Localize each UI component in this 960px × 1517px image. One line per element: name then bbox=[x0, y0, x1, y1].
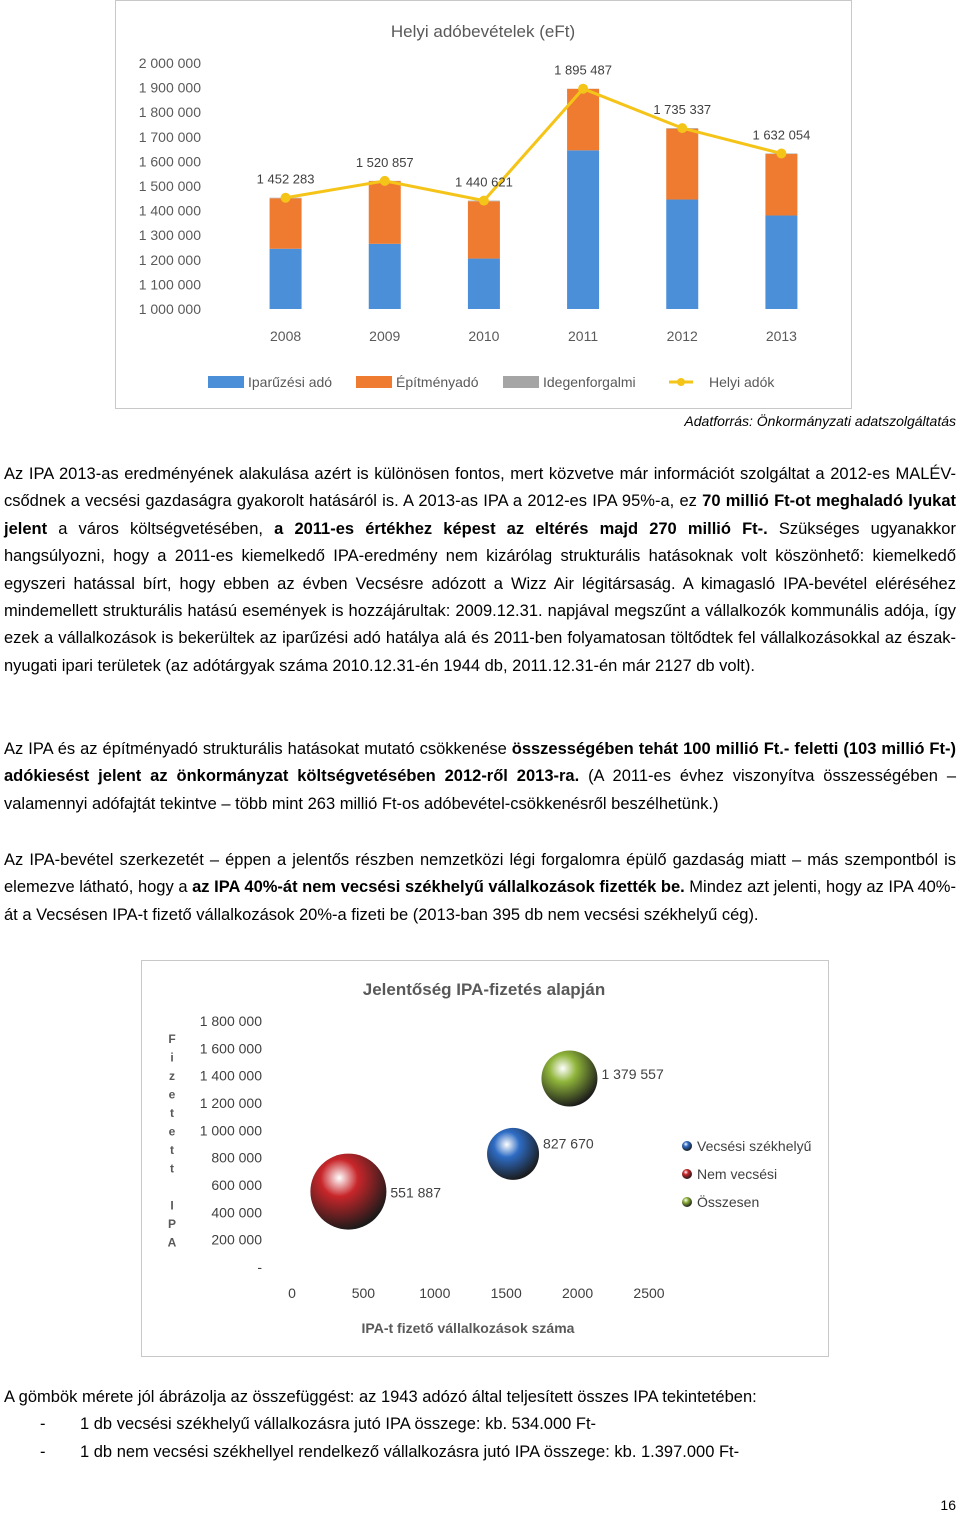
y-tick-label: 1 800 000 bbox=[138, 104, 201, 121]
chart-title: Helyi adóbevételek (eFt) bbox=[390, 22, 576, 41]
y-tick-label: 2 000 000 bbox=[138, 55, 201, 71]
legend-bubble-marker bbox=[682, 1141, 692, 1151]
data-label: 1 895 487 bbox=[554, 62, 613, 78]
y-tick-label: 1 400 000 bbox=[138, 202, 201, 219]
para1-text-1: Az IPA 2013-as eredményének alakulása azért is különösen fontos, mert közvetve már információt szolgáltat a 2012-es MALÉV-csődnek a vecsési gazdaságra gyakorolt hatásáról is. A 2013-as IPA a 2012-es IPA 95%-a, ez bbox=[4, 465, 956, 511]
y-tick-label: 1 600 000 bbox=[199, 1040, 262, 1057]
x-tick-label: 2500 bbox=[633, 1285, 665, 1301]
line-point bbox=[479, 196, 489, 206]
bullet-dash: - bbox=[40, 1415, 46, 1433]
legend-label: Idegenforgalmi bbox=[543, 374, 636, 390]
y-tick-label: 1 300 000 bbox=[138, 227, 201, 244]
bar-építményadó bbox=[270, 198, 302, 248]
bullet-dash: - bbox=[40, 1443, 46, 1461]
y-tick-label: 800 000 bbox=[211, 1149, 262, 1166]
ipa-bubble-chart-svg bbox=[142, 961, 828, 1356]
chart-title: Jelentőség IPA-fizetés alapján bbox=[362, 980, 606, 999]
y-tick-label: 1 400 000 bbox=[199, 1067, 262, 1084]
data-label: 1 735 337 bbox=[653, 102, 712, 118]
y-tick-label: 1 700 000 bbox=[138, 128, 201, 145]
x-tick-label: 2012 bbox=[666, 328, 698, 344]
y-tick-label: 1 200 000 bbox=[138, 251, 201, 268]
legend-swatch bbox=[208, 376, 244, 388]
bar-iparűzési-adó bbox=[666, 200, 698, 309]
para2-text-2: (A 2011-es évhez viszonyítva összességében – valamennyi adófajtát tekintve – több mint 263 millió Ft-os adóbevétel-csökkenésről beszélhetünk.) bbox=[4, 767, 956, 813]
para1-text-2: a város költségvetésében, bbox=[47, 519, 275, 538]
legend-bubble-marker bbox=[682, 1197, 692, 1207]
legend-label: Helyi adók bbox=[709, 374, 775, 390]
y-tick-label: 1 500 000 bbox=[138, 178, 201, 194]
y-tick-label: 1 000 000 bbox=[138, 301, 201, 317]
bar-iparűzési-adó bbox=[567, 150, 599, 309]
legend-label: Építményadó bbox=[396, 374, 479, 390]
para1-bold-1: 70 millió Ft-ot meghaladó lyukat jelent bbox=[4, 492, 956, 538]
legend-swatch bbox=[503, 376, 539, 388]
y-tick-label: 400 000 bbox=[211, 1204, 262, 1221]
tax-revenue-chart-svg bbox=[116, 1, 851, 408]
para3-text-2: Mindez azt jelenti, hogy az IPA 40%-át a Vecsésen IPA-t fizető vállalkozások 20%-a fizeti be (2013-ban 395 db nem vecsési székhelyű cég). bbox=[4, 878, 956, 924]
x-tick-label: 2008 bbox=[270, 328, 302, 344]
x-tick-label: 2009 bbox=[369, 328, 401, 344]
paragraph-ipa-structure bbox=[4, 847, 956, 929]
line-point bbox=[776, 149, 786, 159]
data-label: 1 632 054 bbox=[752, 127, 811, 143]
bubble-label: 1 379 557 bbox=[601, 1066, 664, 1083]
bar-iparűzési-adó bbox=[369, 244, 401, 309]
para3-text-1: Az IPA-bevétel szerkezetét – éppen a jelentős részben nemzetközi légi forgalomra épülő gazdaság miatt – más szempontból is elemezve látható, hogy a bbox=[4, 851, 956, 897]
bubble-nem-vecsési bbox=[310, 1154, 386, 1230]
bar-építményadó bbox=[567, 89, 599, 151]
data-label: 1 440 621 bbox=[454, 174, 513, 190]
para2-bold-1: összességében tehát 100 millió Ft.- feletti (103 millió Ft-) adókiesést jelent az önkormányzat költségvetésében 2012-ről 2013-ra. bbox=[4, 740, 956, 786]
para1-text-3: Szükséges ugyanakkor hangsúlyozni, hogy a 2011-es kiemelkedő IPA-eredmény nem kizárólag strukturális hatásoknak volt köszönhető: kiemelkedő egyszeri hatással bírt, hogy ebben az évben Vecsésre adózott a Wizz Air légitársaság. A kimagasló IPA-bevétel eléréséhez mindemellett strukturális hatású események is hozzájárultak: 2009.12.31. napjával megszűnt a vállalkozók kommunális adója, így ezek a vállalkozások is bekerültek az iparűzési adó hatálya alá és 2011-ben folyamatosan töltődtek fel vállalkozásokkal az észak-nyugati ipari területek (az adótárgyak száma 2010.12.31-én 1944 db, 2011.12.31-én már 2127 db volt). bbox=[4, 519, 956, 675]
line-point bbox=[677, 123, 687, 133]
y-tick-label: 1 900 000 bbox=[138, 79, 201, 96]
legend-label: Iparűzési adó bbox=[248, 374, 333, 390]
y-tick-label: 200 000 bbox=[211, 1231, 262, 1248]
y-tick-label: - bbox=[257, 1259, 262, 1275]
x-tick-label: 1500 bbox=[490, 1285, 522, 1301]
x-tick-label: 2010 bbox=[468, 328, 500, 344]
x-tick-label: 2000 bbox=[562, 1285, 594, 1301]
line-point bbox=[281, 193, 291, 203]
x-tick-label: 0 bbox=[288, 1285, 296, 1301]
paragraph-ipa-2013 bbox=[4, 461, 956, 680]
bar-építményadó bbox=[666, 129, 698, 200]
bar-építményadó bbox=[369, 181, 401, 244]
para3-bold-1: az IPA 40%-át nem vecsési székhelyű vállalkozások fizették be. bbox=[192, 878, 685, 897]
ipa-bubble-chart bbox=[141, 960, 829, 1357]
bubble-label: 827 670 bbox=[543, 1135, 594, 1152]
bar-építményadó bbox=[468, 201, 500, 258]
line-point bbox=[380, 176, 390, 186]
para2-text-1: Az IPA és az építményadó strukturális hatásokat mutató csökkenése bbox=[4, 740, 512, 758]
page-number: 16 bbox=[940, 1497, 956, 1513]
legend-label: Vecsési székhelyű bbox=[697, 1138, 812, 1154]
bubble-vecsési-székhelyű bbox=[487, 1128, 539, 1180]
legend-label: Nem vecsési bbox=[697, 1166, 778, 1182]
x-tick-label: 2011 bbox=[568, 328, 599, 344]
bubble-label: 551 887 bbox=[390, 1184, 442, 1201]
line-point bbox=[578, 84, 588, 94]
bar-iparűzési-adó bbox=[270, 249, 302, 309]
bubble-összesen bbox=[541, 1050, 597, 1106]
y-tick-label: 1 100 000 bbox=[138, 276, 201, 293]
bullet-text: 1 db vecsési székhelyű vállalkozásra jutó IPA összege: kb. 534.000 Ft- bbox=[80, 1415, 597, 1433]
data-label: 1 452 283 bbox=[256, 171, 315, 187]
bar-iparűzési-adó bbox=[468, 259, 500, 309]
y-tick-label: 1 600 000 bbox=[138, 153, 201, 170]
y-tick-label: 1 800 000 bbox=[199, 1013, 262, 1029]
para1-bold-2: a 2011-es értékhez képest az eltérés majd 270 millió Ft-. bbox=[274, 519, 768, 538]
legend-line-point bbox=[677, 378, 685, 386]
paragraph-bubble-summary: A gömbök mérete jól ábrázolja az összefüggést: az 1943 adózó által teljesített összes IPA tekintetében: bbox=[4, 1388, 757, 1406]
bullet-item-vecses bbox=[40, 1411, 596, 1438]
legend-swatch bbox=[356, 376, 392, 388]
x-axis-label: IPA-t fizető vállalkozások száma bbox=[361, 1320, 575, 1336]
y-tick-label: 600 000 bbox=[211, 1177, 262, 1193]
source-note: Adatforrás: Önkormányzati adatszolgáltatás bbox=[684, 413, 956, 429]
y-tick-label: 1 000 000 bbox=[199, 1122, 262, 1139]
bullet-text: 1 db nem vecsési székhellyel rendelkező vállalkozásra jutó IPA összege: kb. 1.397.000 Ft- bbox=[80, 1443, 740, 1461]
y-axis-label: F i z e t e t t I P A bbox=[167, 1032, 177, 1250]
x-tick-label: 1000 bbox=[419, 1285, 451, 1301]
x-tick-label: 2013 bbox=[765, 328, 797, 344]
bar-iparűzési-adó bbox=[765, 216, 797, 309]
bullet-item-non-vecses bbox=[40, 1439, 739, 1466]
legend-label: Összesen bbox=[697, 1194, 760, 1210]
y-tick-label: 1 200 000 bbox=[199, 1095, 262, 1111]
data-label: 1 520 857 bbox=[355, 154, 414, 170]
paragraph-tax-loss bbox=[4, 736, 956, 818]
x-tick-label: 500 bbox=[351, 1285, 376, 1301]
legend-bubble-marker bbox=[682, 1169, 692, 1179]
bar-építményadó bbox=[765, 154, 797, 216]
tax-revenue-chart bbox=[115, 0, 852, 409]
